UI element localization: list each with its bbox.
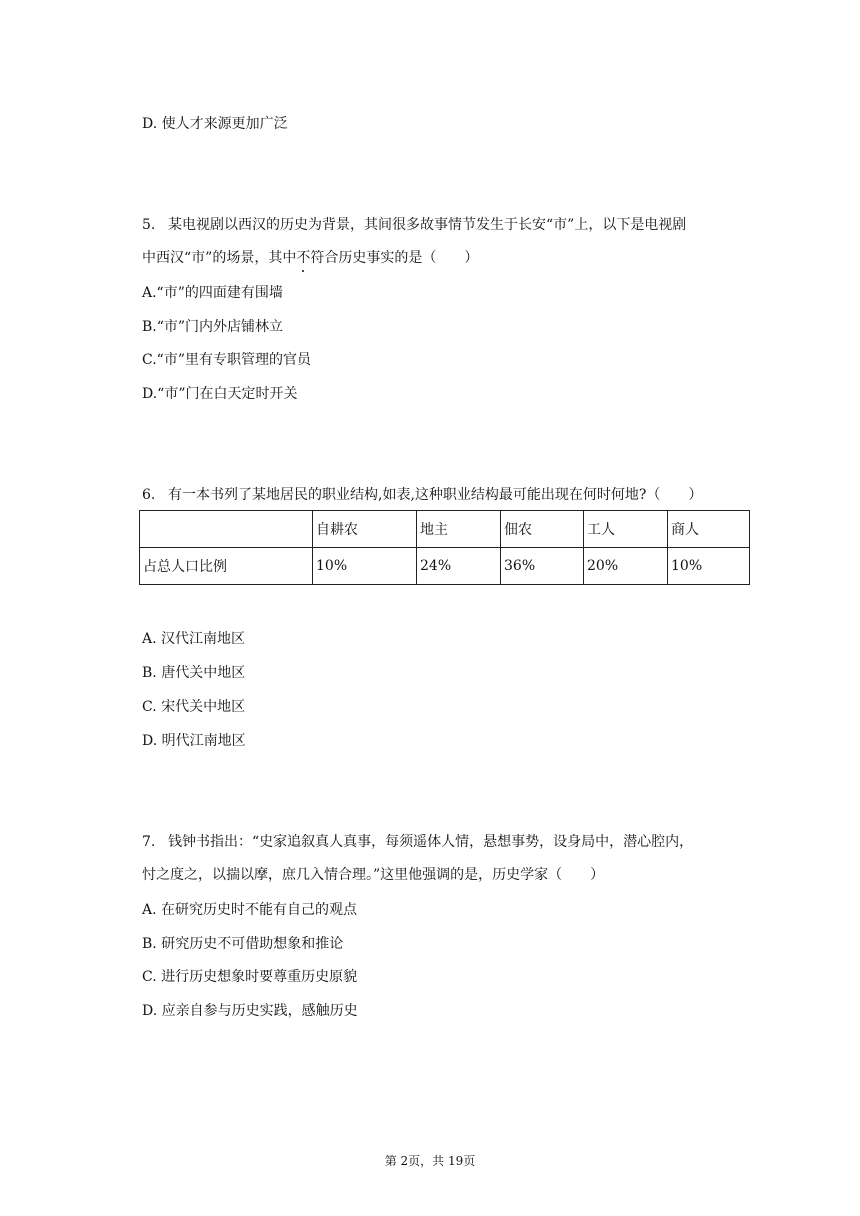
q7-option-a: A. 在研究历史时不能有自己的观点 (142, 902, 358, 918)
q5-option-c: C.“市”里有专职管理的官员 (142, 352, 311, 368)
q6-option-c: C. 宋代关中地区 (142, 699, 246, 715)
q6-option-d: D. 明代江南地区 (142, 733, 246, 749)
occupation-table (139, 510, 750, 585)
table-header-cell: 商人 (668, 511, 750, 548)
q5-option-a: A.“市”的四面建有围墙 (142, 285, 283, 301)
q6-number: 6. (142, 487, 156, 503)
q6-option-a: A. 汉代江南地区 (142, 631, 246, 647)
table-cell: 占总人口比例 (140, 548, 313, 585)
table-row (140, 548, 750, 585)
q5-number: 5. (142, 217, 156, 233)
table-cell: 24% (417, 548, 501, 585)
q6-stem-text: 有一本书列了某地居民的职业结构,如表,这种职业结构最可能出现在何时何地?（ ） (168, 487, 703, 503)
q6-stem (142, 484, 702, 504)
table-cell: 36% (501, 548, 584, 585)
q7-option-b: B. 研究历史不可借助想象和推论 (142, 936, 344, 952)
page-footer: 第 2页，共 19页 (384, 1154, 476, 1168)
q5-emphasis-char: 不 (296, 250, 311, 266)
q6-option-b: B. 唐代关中地区 (142, 665, 246, 681)
q7-stem-line1 (142, 831, 693, 851)
table-header-cell: 地主 (417, 511, 501, 548)
table-cell: 20% (584, 548, 668, 585)
table-header-cell (140, 511, 313, 548)
table-header-cell: 自耕农 (313, 511, 417, 548)
q5-line1-text: 某电视剧以西汉的历史为背景，其间很多故事情节发生于长安“市”上，以下是电视剧 (168, 217, 687, 233)
table-header-cell: 工人 (584, 511, 668, 548)
q7-stem-line2: 忖之度之，以揣以摩，庶几入情合理。”这里他强调的是，历史学家（ ） (142, 867, 605, 883)
q5-line2-pre: 中西汉“市”的场景，其中 (142, 250, 297, 266)
q5-option-b: B.“市”门内外店铺林立 (142, 319, 284, 335)
q7-option-c: C. 进行历史想象时要尊重历史原貌 (142, 969, 358, 985)
prev-option-d: D. 使人才来源更加广泛 (142, 116, 288, 132)
q5-line2-post: 符合历史事实的是（ ） (310, 250, 479, 266)
table-header-cell: 佃农 (501, 511, 584, 548)
q7-option-d: D. 应亲自参与历史实践，感触历史 (142, 1003, 358, 1019)
q7-line1-text: 钱钟书指出：“史家追叙真人真事，每须遥体人情，悬想事势，设身局中，潜心腔内， (168, 834, 694, 850)
table-cell: 10% (668, 548, 750, 585)
table-cell: 10% (313, 548, 417, 585)
q7-number: 7. (142, 834, 156, 850)
q5-stem-line2 (142, 247, 478, 267)
q5-option-d: D.“市”门在白天定时开关 (142, 386, 298, 402)
table-header-row (140, 511, 750, 548)
q5-stem-line1 (142, 214, 686, 234)
